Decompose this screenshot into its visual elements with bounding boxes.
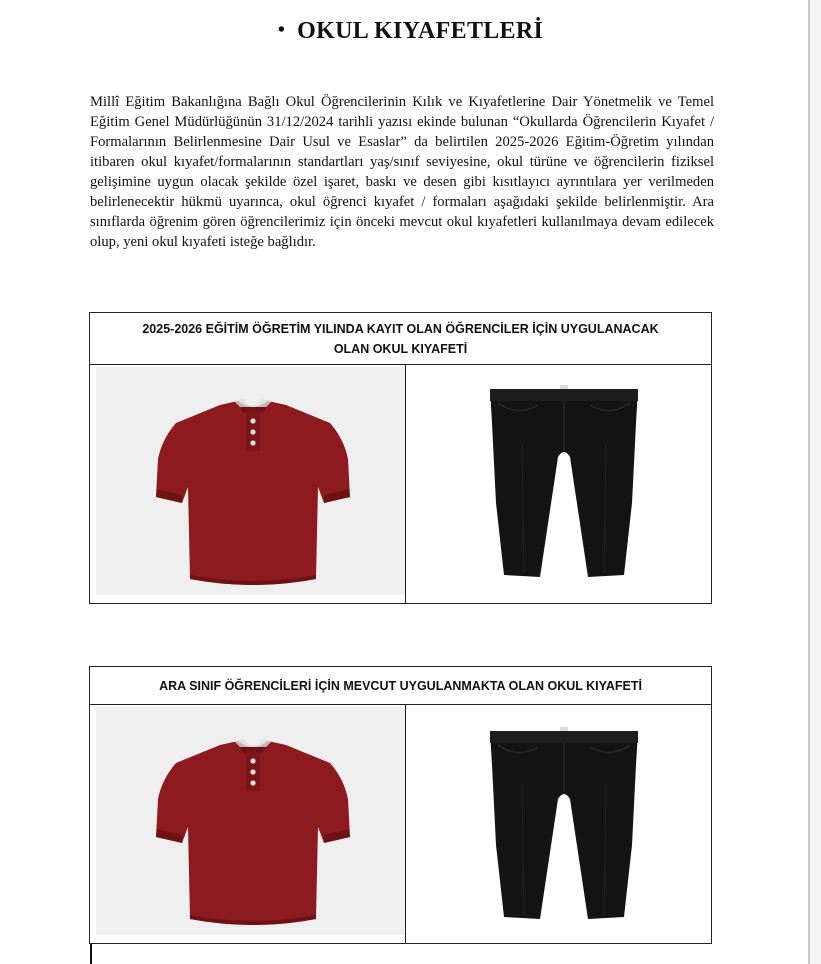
body-paragraph: Millî Eğitim Bakanlığına Bağlı Okul Öğrencilerinin Kılık ve Kıyafetlerine Dair Yönetmelik ve Temel Eğitim Genel Müdürlüğünün 31/12/2024 tarihli yazısı ekinde bulunan “Okullarda Öğrencilerin Kıyafet / Formalarının Belirlenmesine Dair Usul ve Esaslar” da belirtilen 2025-2026 Eğitim-Öğretim yılından itibaren okul kıyafet/formalarının standartları yaş/sınıf seviyesine, okul türüne ve öğrencilerin fiziksel gelişimine uygun olacak şekilde özel işaret, baskı ve desen gibi kısıtlayıcı ayrıntılara yer verilmeden belirlenecektir hükmü uyarınca, okul öğrenci kıyafet / formaları aşağıdaki şekilde belirlenmiştir. Ara sınıflarda öğrenim gören öğrencilerimiz için önceki mevcut okul kıyafetleri kullanılmaya devam edilecek olup, yeni okul kıyafeti isteğe bağlıdır. <box>90 94 714 250</box>
page-edge <box>808 0 810 964</box>
page-title <box>0 18 821 45</box>
polo-shirt-icon <box>148 739 358 939</box>
title-text: OKUL KIYAFETLERİ <box>297 18 544 44</box>
trousers-cell <box>406 705 711 943</box>
trousers-cell <box>406 365 711 603</box>
shirt-cell <box>90 365 406 603</box>
trousers-icon <box>484 725 644 925</box>
text-cursor <box>90 944 92 964</box>
polo-shirt-icon <box>148 399 358 599</box>
uniform-table-current-students <box>89 666 712 944</box>
uniform-table-new-students <box>89 312 712 604</box>
trousers-icon <box>484 383 644 583</box>
shirt-cell <box>90 705 406 943</box>
page-margin <box>810 0 821 964</box>
title-bullet: • <box>277 19 286 41</box>
table-header: 2025-2026 EĞİTİM ÖĞRETİM YILINDA KAYIT OLAN ÖĞRENCİLER İÇİN UYGULANACAK OLAN OKUL KIYAFETİ <box>90 313 711 365</box>
table-header: ARA SINIF ÖĞRENCİLERİ İÇİN MEVCUT UYGULANMAKTA OLAN OKUL KIYAFETİ <box>90 667 711 705</box>
